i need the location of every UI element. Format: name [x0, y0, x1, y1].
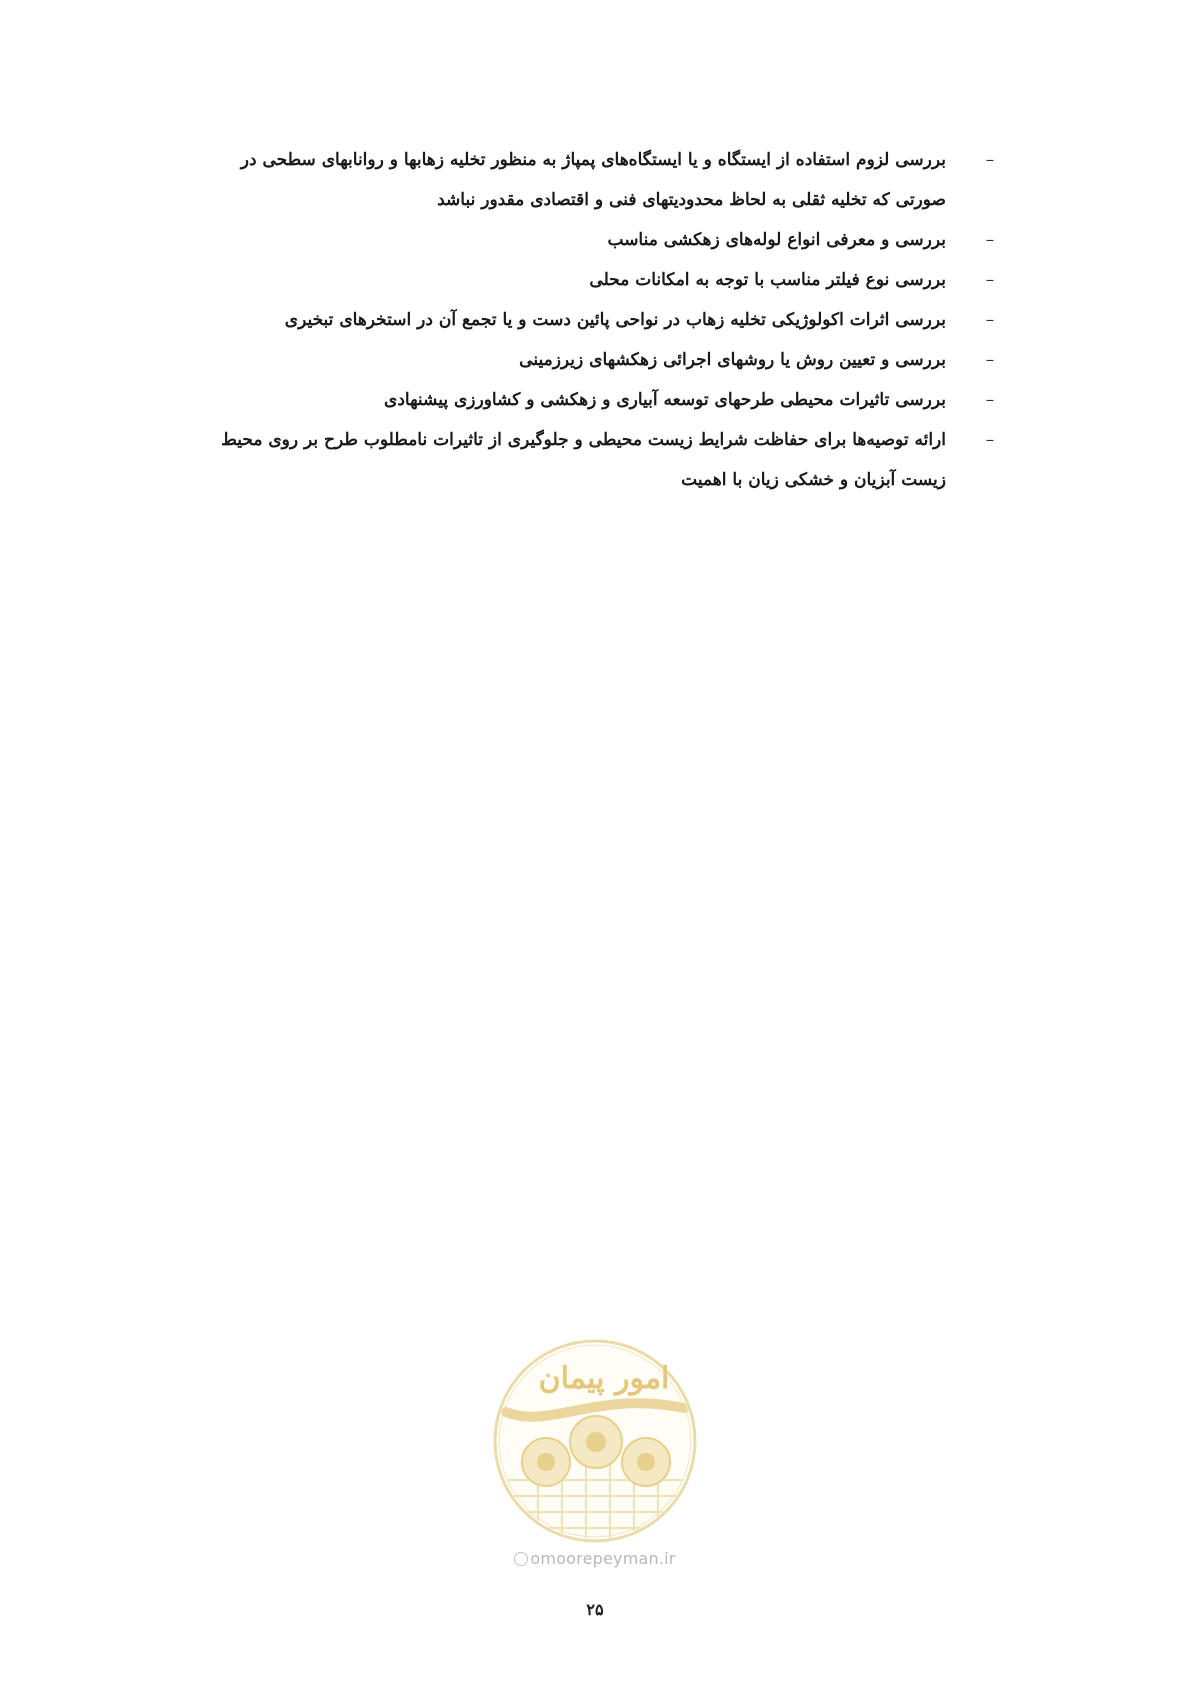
- list-item-text: ارائه توصیه‌ها برای حفاظت شرایط زیست محیطی و جلوگیری از تاثیرات نامطلوب طرح بر روی محیط زیست آبزیان و خشکی زیان با اهمیت: [221, 430, 946, 490]
- list-item: [195, 260, 1000, 300]
- list-item-text: بررسی و تعیین روش یا روشهای اجرائی زهکشهای زیرزمینی: [519, 350, 946, 370]
- bullet-dash: –: [985, 150, 995, 170]
- page-number: ۲۵: [586, 1600, 604, 1619]
- list-item: [195, 340, 1000, 380]
- list-item: [195, 420, 1000, 500]
- watermark-url: [0, 1549, 1190, 1568]
- list-item: [195, 300, 1000, 340]
- bullet-dash: –: [985, 310, 995, 330]
- globe-icon: [514, 1552, 528, 1566]
- list-item: [195, 140, 1000, 220]
- list-item-text: بررسی لزوم استفاده از ایستگاه و یا ایستگاه‌های پمپاژ به منظور تخلیه زهابها و روانابهای سطحی در صورتی که تخلیه ثقلی به لحاظ محدودیتهای فنی و اقتصادی مقدور نباشد: [240, 150, 946, 210]
- list-item: [195, 380, 1000, 420]
- list-item: [195, 220, 1000, 260]
- list-item-text: بررسی تاثیرات محیطی طرحهای توسعه آبیاری و زهکشی و کشاورزی پیشنهادی: [384, 390, 946, 410]
- bullet-dash: –: [985, 430, 995, 450]
- bullet-dash: –: [985, 270, 995, 290]
- list-item-text: بررسی و معرفی انواع لوله‌های زهکشی مناسب: [607, 230, 946, 250]
- list-item-text: بررسی اثرات اکولوژیکی تخلیه زهاب در نواحی پائین دست و یا تجمع آن در استخرهای تبخیری: [284, 310, 946, 330]
- list-item-text: بررسی نوع فیلتر مناسب با توجه به امکانات محلی: [589, 270, 946, 290]
- site-url-text: omoorepeyman.ir: [530, 1549, 676, 1568]
- bullet-dash: –: [985, 230, 995, 250]
- watermark-logo-text: امور پیمان: [538, 1361, 670, 1396]
- bullet-dash: –: [985, 390, 995, 410]
- watermark-logo: [488, 1330, 702, 1552]
- bullet-list: [195, 140, 1000, 500]
- bullet-dash: –: [985, 350, 995, 370]
- watermark-seal-icon: [488, 1330, 702, 1552]
